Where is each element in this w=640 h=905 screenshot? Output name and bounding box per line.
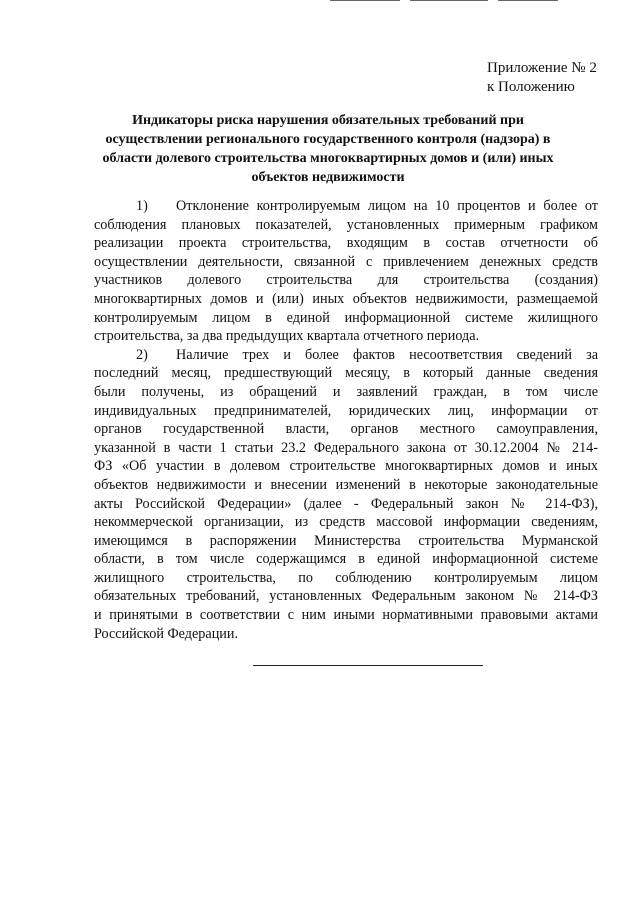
paragraph-line: акты Российской Федерации» (далее - Федеральный закон № 214-ФЗ), <box>94 495 598 512</box>
paragraph-line: были получены, из обращений и заявлений граждан, в том числе <box>94 383 598 400</box>
paragraph-line: органов государственной власти, органов местного самоуправления, <box>94 421 598 438</box>
risk-indicator-item-2 <box>94 346 598 644</box>
item-number: 1) <box>136 198 148 214</box>
appendix-reference: к Положению <box>487 79 575 95</box>
paragraph-line: последний месяц, предшествующий месяцу, в который данные сведения <box>94 365 598 382</box>
paragraph-line: области, в том числе содержащимся в единой информационной системе <box>94 551 598 568</box>
paragraph-line: многоквартирных домов и (или) иных объектов недвижимости, размещаемой <box>94 290 598 307</box>
paragraph-line: ФЗ «Об участии в долевом строительстве многоквартирных домов и иных <box>94 458 598 475</box>
paragraph-line: некоммерческой организации, из средств массовой информации сведениям, <box>94 514 598 531</box>
item-number: 2) <box>136 346 148 363</box>
title-line: осуществлении регионального государственного контроля (надзора) в <box>105 132 551 147</box>
paragraph-line: контролируемым лицом в единой информационной системе жилищного <box>94 309 598 326</box>
paragraph-line: осуществлении деятельности, связанной с привлечением денежных средств <box>94 253 598 270</box>
paragraph-line: и принятыми в соответствии с ним иными нормативными правовыми актами <box>94 607 598 624</box>
paragraph-line: соблюдения плановых показателей, установленных примерным графиком <box>94 216 598 233</box>
paragraph-line: обязательных требований, установленных Федеральным законом № 214-ФЗ <box>94 588 598 605</box>
appendix-header <box>487 59 597 97</box>
title-line: области долевого строительства многоквартирных домов и (или) иных <box>102 151 554 166</box>
risk-indicator-item-1 <box>94 197 598 346</box>
appendix-number: Приложение № 2 <box>487 60 597 76</box>
paragraph-line: объектов недвижимости и внесении изменений в некоторые законодательные <box>94 476 598 493</box>
document-body <box>94 197 598 643</box>
paragraph-line: 1) Отклонение контролируемым лицом на 10 процентов и более от <box>136 198 598 214</box>
paragraph-line: реализации проекта строительства, входящим в состав отчетности об <box>94 235 598 252</box>
title-line: Индикаторы риска нарушения обязательных требований при <box>132 113 524 128</box>
paragraph-line: имеющимся в распоряжении Министерства строительства Мурманской <box>94 532 598 549</box>
paragraph-line: индивидуальных предпринимателей, юридических лиц, информации от <box>94 402 598 419</box>
top-edge-marks <box>330 0 570 2</box>
paragraph-line: указанной в части 1 статьи 23.2 Федерального закона от 30.12.2004 № 214- <box>94 439 598 456</box>
paragraph-line: участников долевого строительства для строительства (создания) <box>94 272 598 289</box>
document-title <box>80 111 576 187</box>
closing-rule <box>253 665 483 666</box>
paragraph-line: Российской Федерации. <box>94 625 239 642</box>
paragraph-line: строительства, за два предыдущих квартала отчетного периода. <box>94 328 480 345</box>
paragraph-line: 2) Наличие трех и более фактов несоответствия сведений за <box>136 346 598 363</box>
paragraph-line: жилищного строительства, по соблюдению контролируемым лицом <box>94 569 598 586</box>
title-line: объектов недвижимости <box>251 170 405 185</box>
